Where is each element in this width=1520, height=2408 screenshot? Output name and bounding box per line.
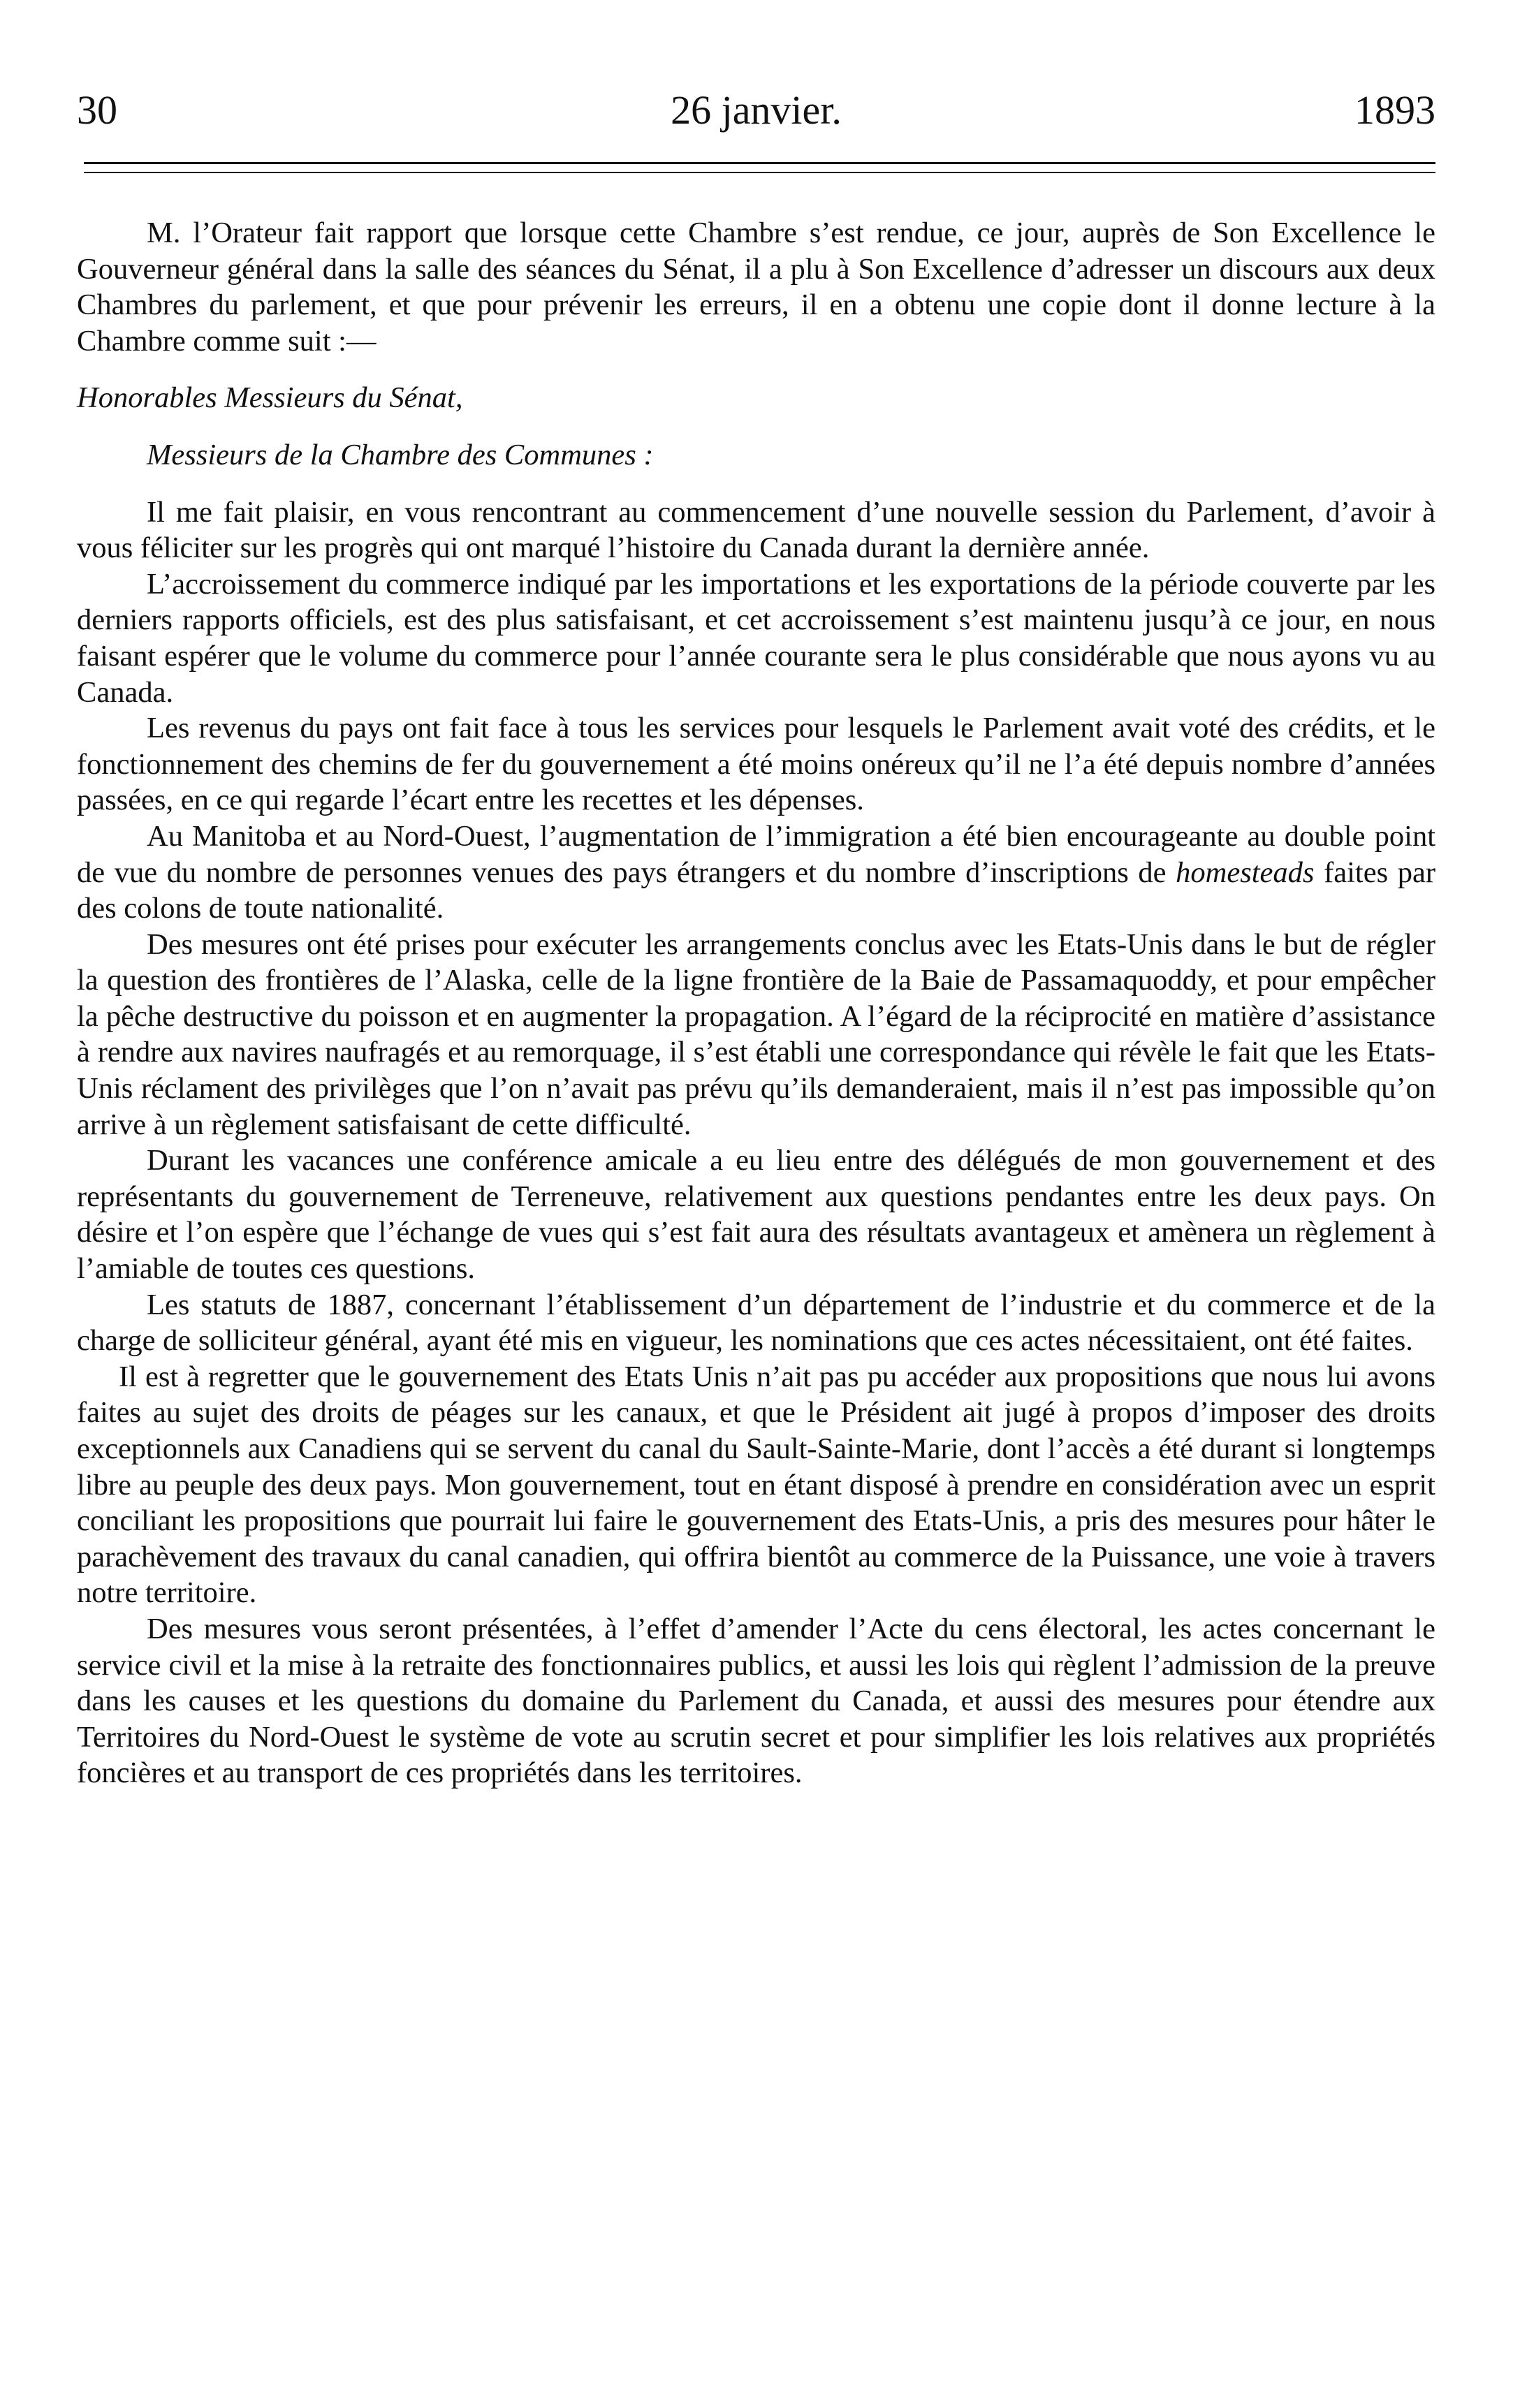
header-year: 1893 — [1354, 87, 1435, 133]
italic-term: homesteads — [1176, 856, 1315, 889]
salutation-commons: Messieurs de la Chambre des Communes : — [147, 438, 654, 471]
speech-paragraph: Les statuts de 1887, concernant l’établissement d’un département de l’industrie et du commerce et de la charge de solliciteur général, ayant été mis en vigueur, les nominations que ces actes nécessitaient, ont été faites. — [77, 1288, 1435, 1358]
header-rule-bottom — [84, 172, 1435, 173]
speech-paragraph: Des mesures ont été prises pour exécuter les arrangements conclus avec les Etats-Unis dans le but de régler la question des frontières de l’Alaska, celle de la ligne frontière de la Baie de Passamaquoddy, et pour empêcher la pêche destructive du poisson et en augmenter la propagation. A l’égard de la réciprocité en matière d’assistance à rendre aux navires naufragés et au remorquage, il s’est établi une correspondance qui révèle le fait que les Etats-Unis réclament des privilèges que l’on n’avait pas prévu qu’ils demanderaient, mais il n’est pas impossible qu’on arrive à un règlement satisfaisant de cette difficulté. — [77, 927, 1435, 1141]
document-page — [77, 0, 1435, 2408]
body-text — [77, 215, 1435, 1791]
salutation-senate: Honorables Messieurs du Sénat, — [77, 381, 463, 415]
speech-paragraph: L’accroissement du commerce indiqué par les importations et les exportations de la période couverte par les derniers rapports officiels, est des plus satisfaisant, et cet accroissement s’est maintenu jusqu’à ce jour, en nous faisant espérer que le volume du commerce pour l’année courante sera le plus considérable que nous ayons vu au Canada. — [77, 567, 1435, 709]
speech-paragraph: Des mesures vous seront présentées, à l’effet d’amender l’Acte du cens électoral, les actes concernant le service civil et la mise à la retraite des fonctionnaires publics, et aussi les lois qui règlent l’admission de la preuve dans les causes et les questions du domaine du Parlement du Canada, et aussi des mesures pour étendre aux Territoires du Nord-Ouest le système de vote au scrutin secret et pour simplifier les lois relatives aux propriétés foncières et au transport de ces propriétés dans les territoires. — [77, 1612, 1435, 1790]
speech-paragraph: Au Manitoba et au Nord-Ouest, l’augmentation de l’immigration a été bien encourageante au double point de vue du nombre de personnes venues des pays étrangers et du nombre d’inscriptions de homesteads faites par des colons de toute nationalité. — [77, 819, 1435, 925]
speech-paragraph: Il me fait plaisir, en vous rencontrant au commencement d’une nouvelle session du Parlement, d’avoir à vous féliciter sur les progrès qui ont marqué l’histoire du Canada durant la dernière année. — [77, 495, 1435, 565]
header-rule-top — [84, 162, 1435, 164]
speech-paragraph: Les revenus du pays ont fait face à tous les services pour lesquels le Parlement avait voté des crédits, et le fonctionnement des chemins de fer du gouvernement a été moins onéreux qu’il ne l’a été depuis nombre d’années passées, en ce qui regarde l’écart entre les recettes et les dépenses. — [77, 712, 1435, 817]
intro-paragraph: M. l’Orateur fait rapport que lorsque cette Chambre s’est rendue, ce jour, auprès de Son Excellence le Gouverneur général dans la salle des séances du Sénat, il a plu à Son Excellence d’adresser un discours aux deux Chambres du parlement, et que pour prévenir les erreurs, il en a obtenu une copie dont il donne lecture à la Chambre comme suit :— — [77, 216, 1435, 358]
page-number: 30 — [77, 87, 117, 133]
running-header — [77, 82, 1435, 138]
speech-paragraph: Il est à regretter que le gouvernement des Etats Unis n’ait pas pu accéder aux propositions que nous lui avons faites au sujet des droits de péages sur les canaux, et que le Président ait jugé à propos d’imposer des droits exceptionnels aux Canadiens qui se servent du canal du Sault-Sainte-Marie, dont l’accès a été durant si longtemps libre au peuple des deux pays. Mon gouvernement, tout en étant disposé à prendre en considération avec un esprit conciliant les propositions que pourrait lui faire le gouvernement des Etats-Unis, a pris des mesures pour hâter le parachèvement des travaux du canal canadien, qui offrira bientôt au commerce de la Puissance, une voie à travers notre territoire. — [77, 1360, 1435, 1610]
speech-paragraph: Durant les vacances une conférence amicale a eu lieu entre des délégués de mon gouvernement et des représentants du gouvernement de Terreneuve, relativement aux questions pendantes entre les deux pays. On désire et l’on espère que l’échange de vues qui s’est fait aura des résultats avantageux et amènera un règlement à l’amiable de toutes ces questions. — [77, 1144, 1435, 1286]
header-date: 26 janvier. — [671, 87, 842, 133]
